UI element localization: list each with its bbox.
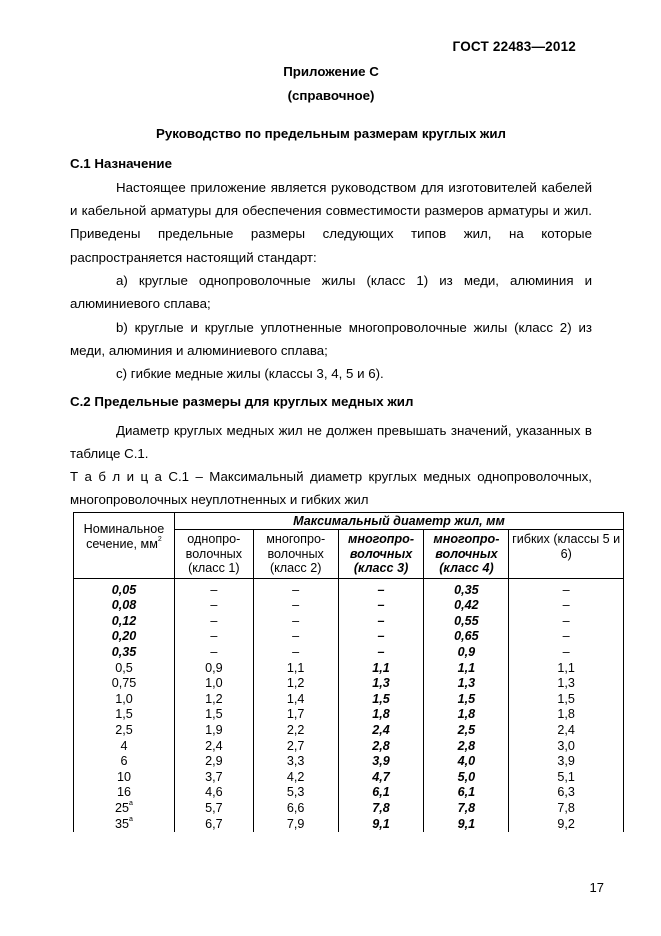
section1-intro: Настоящее приложение является руководством для изготовителей кабелей и кабельной арматуры для обеспечения совместимости размеров арматуры и жил. Приведены предельные размеры следующих типов жил, на которые распространяется настоящий стандарт: xyxy=(70,180,592,265)
appendix-title: Приложение С xyxy=(283,64,379,79)
cell-c4: 1,1 xyxy=(424,661,509,677)
cell-c1: 1,2 xyxy=(174,692,253,708)
cell-c3: 6,1 xyxy=(338,785,424,801)
cell-c1: – xyxy=(174,645,253,661)
cell-section: 0,20 xyxy=(74,629,175,645)
cell-section: 0,35 xyxy=(74,645,175,661)
subheader-class3: многопро-волочных (класс 3) xyxy=(338,530,424,579)
cell-c3: 9,1 xyxy=(338,817,424,833)
table-row xyxy=(74,785,624,801)
cell-c3: – xyxy=(338,578,424,598)
cell-c1: 2,4 xyxy=(174,739,253,755)
cell-section: 6 xyxy=(74,754,175,770)
cell-c1: 3,7 xyxy=(174,770,253,786)
cell-c4: 0,42 xyxy=(424,598,509,614)
table-row xyxy=(74,801,624,817)
appendix-type: (справочное) xyxy=(287,88,375,103)
cell-c3: – xyxy=(338,629,424,645)
cell-c1: 5,7 xyxy=(174,801,253,817)
table-row xyxy=(74,707,624,723)
cell-c3: – xyxy=(338,598,424,614)
cell-c5: 2,4 xyxy=(509,723,624,739)
cell-c5: 5,1 xyxy=(509,770,624,786)
cell-c4: 4,0 xyxy=(424,754,509,770)
subheader-class4: многопро-волочных (класс 4) xyxy=(424,530,509,579)
cell-c3: 1,5 xyxy=(338,692,424,708)
cell-c3: 2,8 xyxy=(338,739,424,755)
cell-section: 1,5 xyxy=(74,707,175,723)
cell-c1: 1,5 xyxy=(174,707,253,723)
cell-c3: 1,1 xyxy=(338,661,424,677)
cell-section: 1,0 xyxy=(74,692,175,708)
cell-c2: 1,7 xyxy=(253,707,338,723)
page-number: 17 xyxy=(589,880,604,895)
table-row xyxy=(74,692,624,708)
cell-c1: – xyxy=(174,629,253,645)
cell-c2: 2,2 xyxy=(253,723,338,739)
cell-section: 0,05 xyxy=(74,578,175,598)
cell-c1: – xyxy=(174,598,253,614)
cell-c1: 1,0 xyxy=(174,676,253,692)
table-row xyxy=(74,676,624,692)
section1-item-c: с) гибкие медные жилы (классы 3, 4, 5 и 6). xyxy=(116,366,384,381)
cell-section: 4 xyxy=(74,739,175,755)
cell-c2: 1,1 xyxy=(253,661,338,677)
cell-c5: 1,1 xyxy=(509,661,624,677)
cell-c5: 3,9 xyxy=(509,754,624,770)
subheader-class2: многопро-волочных (класс 2) xyxy=(253,530,338,579)
table-row xyxy=(74,770,624,786)
table-row xyxy=(74,629,624,645)
cell-section: 0,08 xyxy=(74,598,175,614)
cell-c2: – xyxy=(253,598,338,614)
cell-c1: 0,9 xyxy=(174,661,253,677)
cell-section: 0,12 xyxy=(74,614,175,630)
cell-c4: 0,65 xyxy=(424,629,509,645)
cell-c5: 1,8 xyxy=(509,707,624,723)
table-row xyxy=(74,578,624,598)
cell-c5: 1,5 xyxy=(509,692,624,708)
cell-c2: 6,6 xyxy=(253,801,338,817)
subheader-class1: однопро-волочных (класс 1) xyxy=(174,530,253,579)
table-row xyxy=(74,645,624,661)
diameter-table xyxy=(73,512,624,832)
cell-c5: – xyxy=(509,578,624,598)
cell-c5: – xyxy=(509,629,624,645)
table-row xyxy=(74,817,624,833)
cell-c2: 3,3 xyxy=(253,754,338,770)
section1-heading: С.1 Назначение xyxy=(70,156,172,171)
cell-c4: 1,8 xyxy=(424,707,509,723)
table-row xyxy=(74,661,624,677)
cell-c4: 0,55 xyxy=(424,614,509,630)
cell-c2: – xyxy=(253,629,338,645)
table-caption: Т а б л и ц а С.1 – Максимальный диаметр круглых медных однопроволочных, многопроволочных неуплотненных и гибких жил xyxy=(70,469,592,508)
cell-c1: 4,6 xyxy=(174,785,253,801)
table-row xyxy=(74,614,624,630)
cell-c2: 7,9 xyxy=(253,817,338,833)
cell-c3: – xyxy=(338,645,424,661)
section2-text: Диаметр круглых медных жил не должен превышать значений, указанных в таблице С.1. xyxy=(70,423,592,462)
cell-c3: 4,7 xyxy=(338,770,424,786)
cell-c1: – xyxy=(174,578,253,598)
cell-c2: 1,2 xyxy=(253,676,338,692)
cell-c1: 6,7 xyxy=(174,817,253,833)
cell-c2: 2,7 xyxy=(253,739,338,755)
table-row xyxy=(74,598,624,614)
section1-item-a: а) круглые однопроволочные жилы (класс 1) из меди, алюминия и алюминиевого сплава; xyxy=(70,273,592,312)
cell-c4: 9,1 xyxy=(424,817,509,833)
cell-c3: 2,4 xyxy=(338,723,424,739)
cell-c4: 1,3 xyxy=(424,676,509,692)
cell-c5: – xyxy=(509,614,624,630)
cell-c4: 2,8 xyxy=(424,739,509,755)
cell-section: 10 xyxy=(74,770,175,786)
cell-c4: 0,9 xyxy=(424,645,509,661)
cell-c3: 1,3 xyxy=(338,676,424,692)
cell-c2: – xyxy=(253,645,338,661)
section1-item-b: b) круглые и круглые уплотненные многопроволочные жилы (класс 2) из меди, алюминия и алюминиевого сплава; xyxy=(70,320,592,359)
cell-c5: – xyxy=(509,598,624,614)
cell-c2: 4,2 xyxy=(253,770,338,786)
header-max-diameter: Максимальный диаметр жил, мм xyxy=(174,513,623,530)
section2-heading: С.2 Предельные размеры для круглых медных жил xyxy=(70,394,414,409)
cell-c5: 1,3 xyxy=(509,676,624,692)
cell-section: 25$^a$ xyxy=(74,801,175,817)
cell-c3: 1,8 xyxy=(338,707,424,723)
subheader-class5-6: гибких (классы 5 и 6) xyxy=(509,530,624,579)
table-row xyxy=(74,723,624,739)
cell-section: 2,5 xyxy=(74,723,175,739)
guide-title: Руководство по предельным размерам круглых жил xyxy=(156,126,506,141)
cell-c4: 1,5 xyxy=(424,692,509,708)
cell-c1: 1,9 xyxy=(174,723,253,739)
cell-section: 35$^a$ xyxy=(74,817,175,833)
cell-c4: 7,8 xyxy=(424,801,509,817)
table-row xyxy=(74,754,624,770)
cell-c4: 0,35 xyxy=(424,578,509,598)
cell-c5: 9,2 xyxy=(509,817,624,833)
cell-c4: 2,5 xyxy=(424,723,509,739)
cell-c3: – xyxy=(338,614,424,630)
cell-c5: – xyxy=(509,645,624,661)
header-nominal-section: Номинальное сечение, $мм^2$ xyxy=(74,513,175,579)
cell-c3: 7,8 xyxy=(338,801,424,817)
cell-section: 16 xyxy=(74,785,175,801)
cell-c1: 2,9 xyxy=(174,754,253,770)
cell-c4: 6,1 xyxy=(424,785,509,801)
cell-c1: – xyxy=(174,614,253,630)
cell-c2: – xyxy=(253,614,338,630)
cell-c4: 5,0 xyxy=(424,770,509,786)
cell-section: 0,75 xyxy=(74,676,175,692)
cell-c2: 5,3 xyxy=(253,785,338,801)
table-row xyxy=(74,739,624,755)
document-id: ГОСТ 22483—2012 xyxy=(452,39,576,54)
cell-section: 0,5 xyxy=(74,661,175,677)
cell-c2: 1,4 xyxy=(253,692,338,708)
cell-c3: 3,9 xyxy=(338,754,424,770)
cell-c5: 7,8 xyxy=(509,801,624,817)
cell-c5: 3,0 xyxy=(509,739,624,755)
cell-c5: 6,3 xyxy=(509,785,624,801)
cell-c2: – xyxy=(253,578,338,598)
